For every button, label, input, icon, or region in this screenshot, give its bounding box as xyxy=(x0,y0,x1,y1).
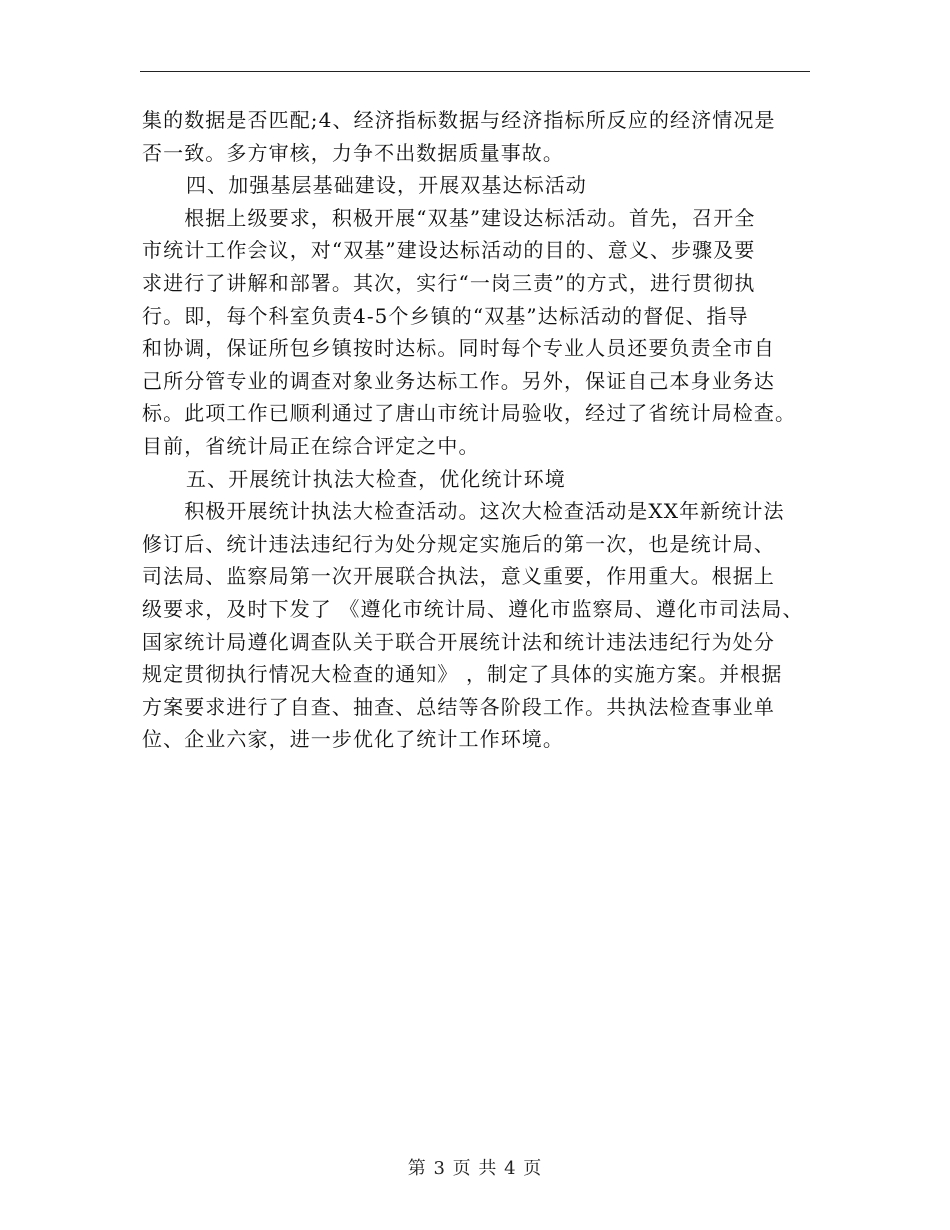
paragraph-line: 国家统计局遵化调查队关于联合开展统计法和统计违法违纪行为处分 xyxy=(142,629,775,654)
header-rule xyxy=(140,71,810,72)
paragraph-line: 根据上级要求，积极开展“双基”建设达标活动。首先，召开全 xyxy=(142,205,756,230)
paragraph-line: 集的数据是否匹配;4、经济指标数据与经济指标所反应的经济情况是 xyxy=(142,108,776,132)
paragraph-line: 位、企业六家，进一步优化了统计工作环境。 xyxy=(142,727,564,752)
paragraph-line: 和协调，保证所包乡镇按时达标。同时每个专业人员还要负责全市自 xyxy=(142,336,775,361)
paragraph-line: 修订后、统计违法违纪行为处分规定实施后的第一次，也是统计局、 xyxy=(142,531,775,556)
paragraph-line: 否一致。多方审核，力争不出数据质量事故。 xyxy=(142,140,564,165)
document-body xyxy=(142,104,812,756)
paragraph-line: 求进行了讲解和部署。其次，实行“一岗三责”的方式，进行贯彻执 xyxy=(142,270,756,295)
page-number: 第 3 页 共 4 页 xyxy=(407,1158,543,1179)
section-heading: 五、开展统计执法大检查，优化统计环境 xyxy=(186,466,566,491)
paragraph-line: 司法局、监察局第一次开展联合执法，意义重要，作用重大。根据上 xyxy=(142,564,775,589)
paragraph-line: 行。即，每个科室负责4-5个乡镇的“双基”达标活动的督促、指导 xyxy=(142,303,749,328)
paragraph-line: 规定贯彻执行情况大检查的通知》 ，制定了具体的实施方案。并根据 xyxy=(142,662,783,687)
paragraph-line: 己所分管专业的调查对象业务达标工作。另外，保证自己本身业务达 xyxy=(142,368,775,393)
section-heading: 四、加强基层基础建设，开展双基达标活动 xyxy=(186,173,587,198)
paragraph-line: 方案要求进行了自查、抽查、总结等各阶段工作。共执法检查事业单 xyxy=(142,694,775,719)
paragraph-line: 级要求，及时下发了 《遵化市统计局、遵化市监察局、遵化市司法局、 xyxy=(142,596,804,621)
paragraph-line: 市统计工作会议，对“双基”建设达标活动的目的、意义、步骤及要 xyxy=(142,238,756,263)
paragraph-line: 积极开展统计执法大检查活动。这次大检查活动是XX年新统计法 xyxy=(142,499,785,524)
paragraph-line: 标。此项工作已顺利通过了唐山市统计局验收，经过了省统计局检查。 xyxy=(142,401,797,426)
paragraph-line: 目前，省统计局正在综合评定之中。 xyxy=(142,433,480,458)
